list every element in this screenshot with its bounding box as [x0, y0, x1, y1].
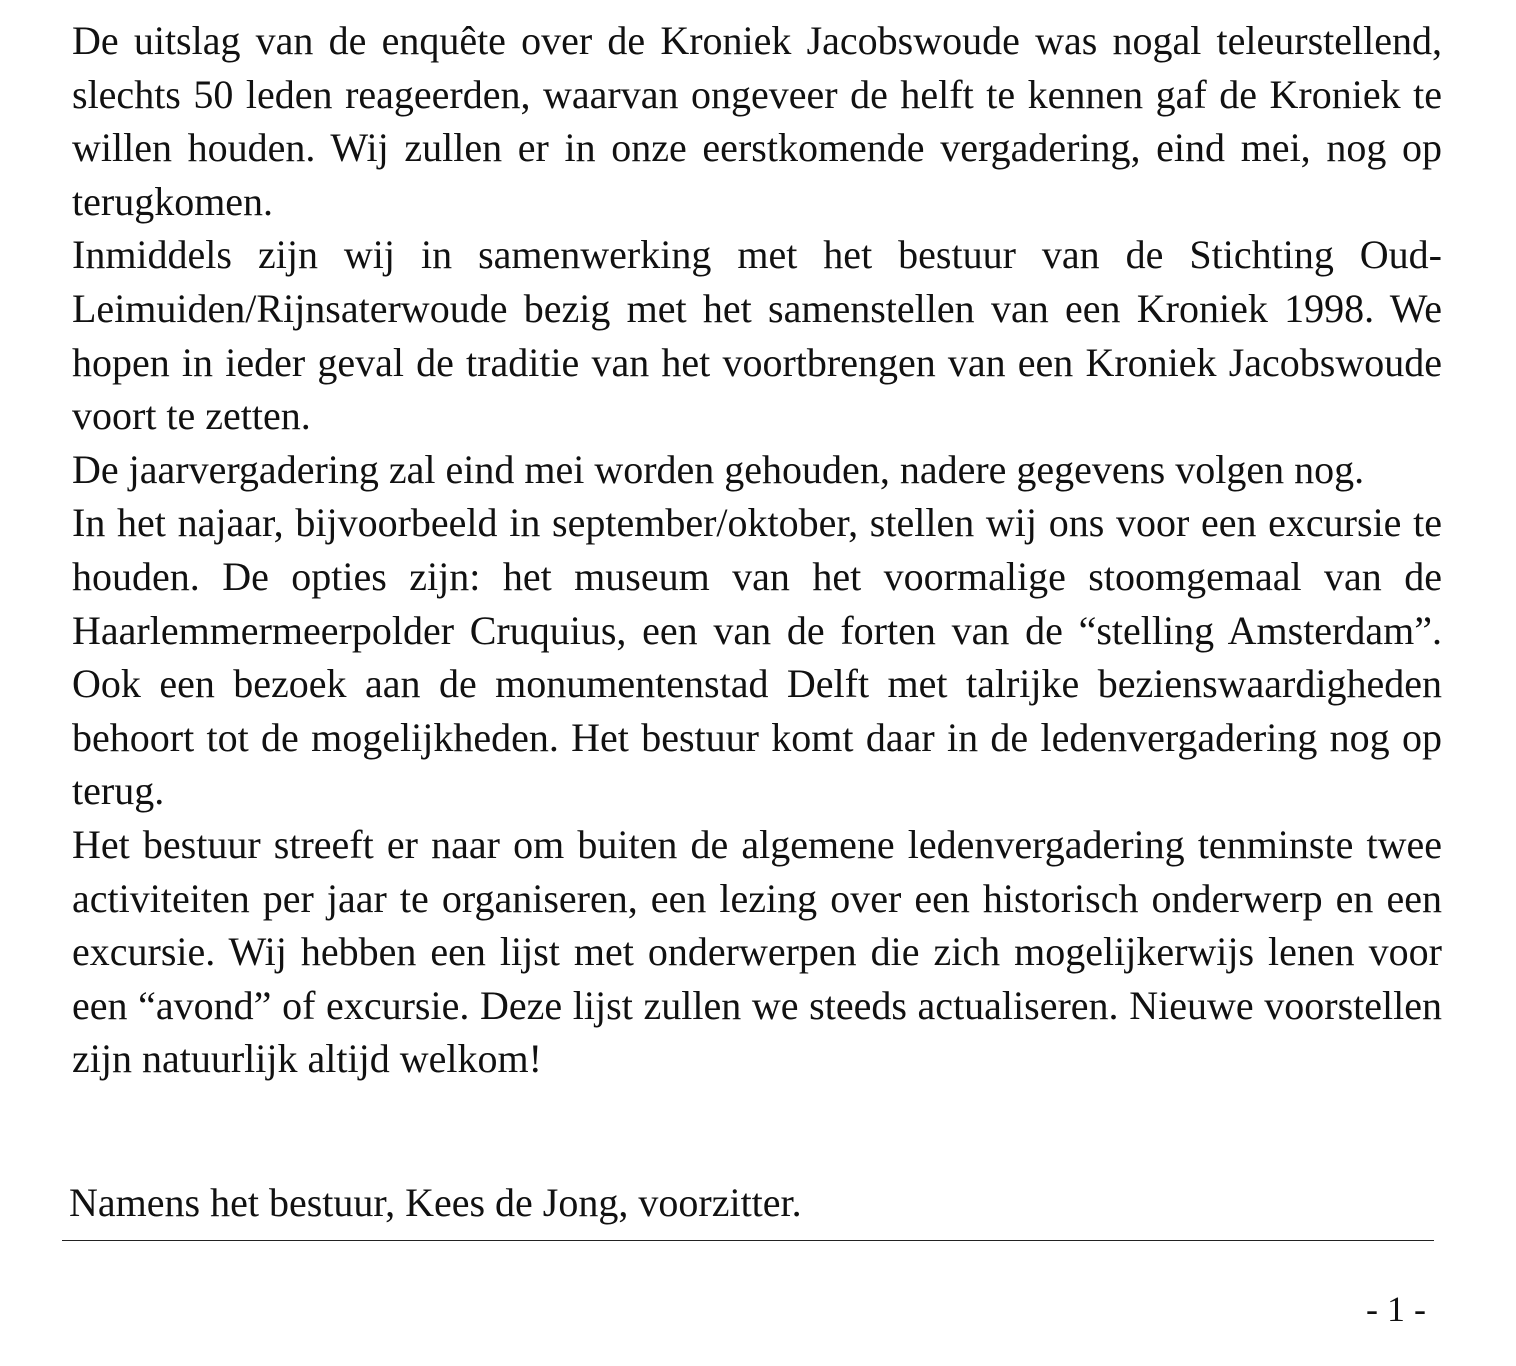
- paragraph-kroniek-enquete: De uitslag van de enquête over de Kroniek Jacobswoude was nogal teleurstellend, slechts 50 leden reageerden, waarvan ongeveer de helft te kennen gaf de Kroniek te willen houden. Wij zullen er in onze eerstkomende vergadering, eind mei, nog op terugkomen.: [72, 18, 1442, 224]
- paragraph-kroniek-1998: Inmiddels zijn wij in samenwerking met het bestuur van de Stichting Oud-Leimuiden/Rijnsaterwoude bezig met het samenstellen van een Kroniek 1998. We hopen in ieder geval de traditie van het voortbrengen van een Kroniek Jacobswoude voort te zetten.: [72, 232, 1442, 439]
- paragraph-jaarvergadering: De jaarvergadering zal eind mei worden gehouden, nadere gegevens volgen nog.: [72, 446, 1365, 492]
- signature-line: Namens het bestuur, Kees de Jong, voorzitter.: [69, 1180, 802, 1225]
- body-text: [72, 14, 1442, 1086]
- horizontal-divider: [62, 1240, 1434, 1241]
- paragraph-activiteiten: Het bestuur streeft er naar om buiten de algemene ledenvergadering tenminste twee activiteiten per jaar te organiseren, een lezing over een historisch onderwerp en een excursie. Wij hebben een lijst met onderwerpen die zich mogelijkerwijs lenen voor een “avond” of excursie. Deze lijst zullen we steeds actualiseren. Nieuwe voorstellen zijn natuurlijk altijd welkom!: [72, 821, 1442, 1082]
- page-number: - 1 -: [1366, 1289, 1426, 1329]
- paragraph-excursie: In het najaar, bijvoorbeeld in september/oktober, stellen wij ons voor een excursie te houden. De opties zijn: het museum van het voormalige stoomgemaal van de Haarlemmermeerpolder Cruquius, een van de forten van de “stelling Amsterdam”. Ook een bezoek aan de monumentenstad Delft met talrijke bezienswaardigheden behoort tot de mogelijkheden. Het bestuur komt daar in de ledenvergadering nog op terug.: [72, 500, 1442, 814]
